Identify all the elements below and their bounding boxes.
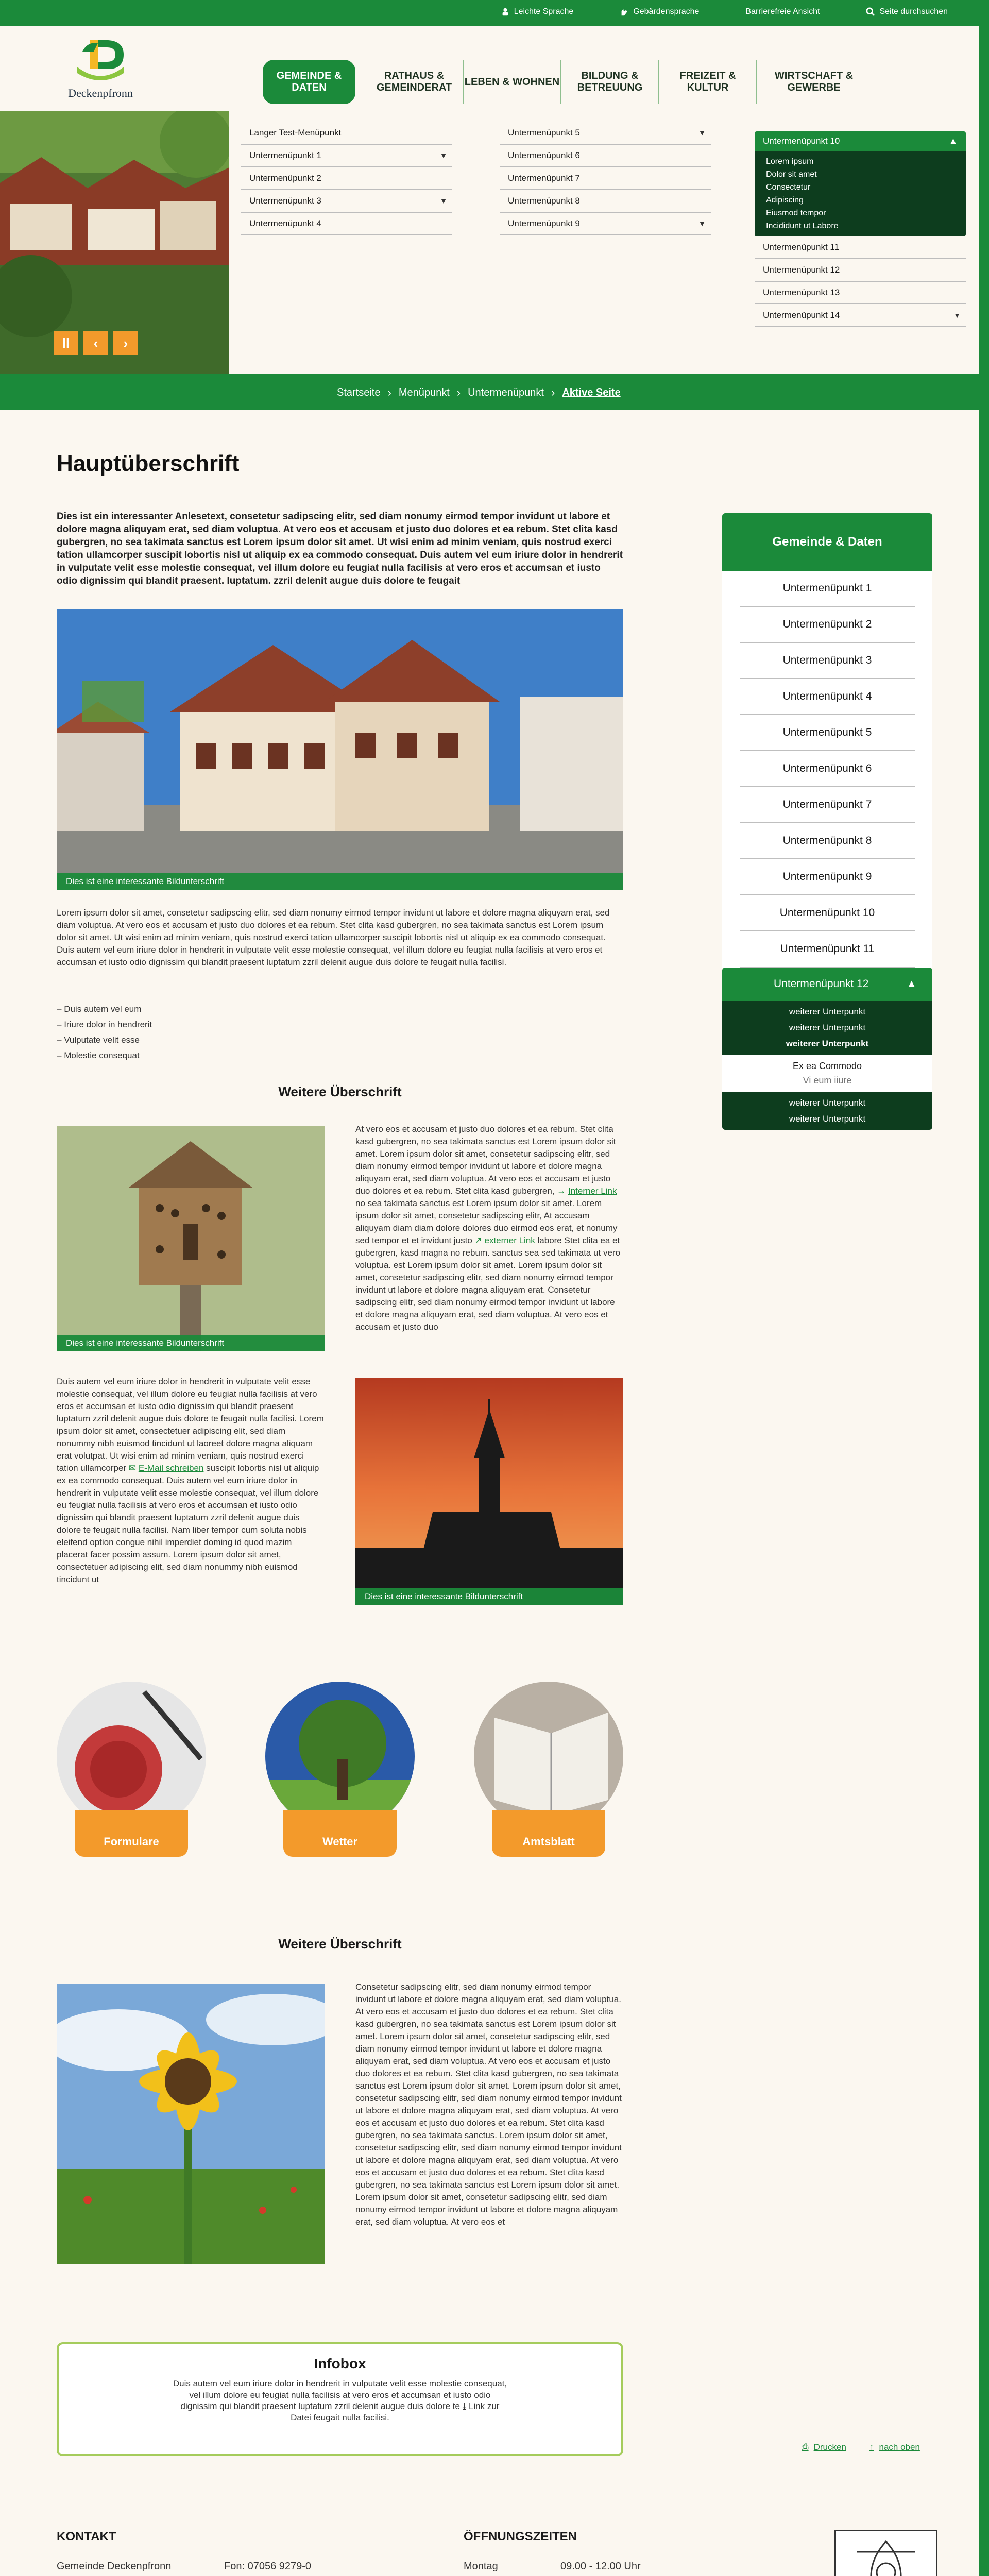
image-caption: Dies ist eine interessante Bildunterschrift	[355, 1588, 623, 1605]
mega-item[interactable]: Langer Test-Menüpunkt	[241, 122, 452, 145]
print-link[interactable]: ⎙ Drucken	[802, 2442, 846, 2452]
sidebar-item[interactable]: Untermenüpunkt 6	[740, 751, 915, 787]
sidebar-item[interactable]: Untermenüpunkt 1	[740, 571, 915, 607]
accessible-view-link[interactable]: Barrierefreie Ansicht	[745, 7, 820, 16]
mega-item[interactable]: Untermenüpunkt 11	[755, 236, 966, 259]
download-icon: ⤓	[462, 2401, 469, 2411]
breadcrumb-item[interactable]: Untermenüpunkt	[468, 386, 544, 398]
mega-item[interactable]: Untermenüpunkt 1 ▼	[241, 145, 452, 167]
search-icon	[866, 7, 875, 16]
mega-item[interactable]: Untermenüpunkt 9 ▼	[500, 213, 711, 235]
lead-text: Dies ist ein interessanter Anlesetext, consetetur sadipscing elitr, sed diam nonumy eirmod tempor invidunt ut labore et dolore magna aliquyam erat, sed diam voluptua. At vero eos et accusam et justo duo dolores et ea rebum. Stet clita kasd gubergren, no sea takimata sanctus est Lorem ipsum dolor sit amet. Ut wisi enim ad minim veniam, quis nostrud exerci tation ullamcorper suscipit lobortis nisl ut aliquip ex ea commodo consequat. Duis autem vel eum iriure dolor in hendrerit in vulputate velit esse molestie consequat, vel illum dolore eu feugiat nulla facilisis at vero eros et accumsan et iusto odio dignissim qui blandit praesent. luptatum. zzril delenit augue duis dolore te feugait	[57, 511, 623, 586]
slider-next-button[interactable]: ›	[113, 331, 138, 355]
hero-image	[0, 111, 229, 374]
mega-item[interactable]: Untermenüpunkt 14 ▼	[755, 304, 966, 327]
infobox-text: Duis autem vel eum iriure dolor in hendrerit in vulputate velit esse molestie consequat, vel illum dolore eu feugiat nulla facilisis at vero eros et accumsan et iusto odio dignissim qui blandit praesent luptatum zzril delenit augue duis dolore te ⤓ Link zur Datei feugait nulla facilisi.	[173, 2379, 507, 2422]
coat-of-arms	[834, 2530, 937, 2576]
teaser-label: Wetter	[283, 1810, 397, 1857]
brand-name: Deckenpfronn	[68, 87, 133, 99]
sidebar-subsubitem[interactable]: Ex ea Commodo	[792, 1061, 862, 1071]
mega-subitem[interactable]: Incididunt ut Labore	[766, 222, 839, 230]
image-caption: Dies ist eine interessante Bildunterschrift	[57, 1335, 325, 1351]
chevron-down-icon: ▼	[440, 197, 447, 205]
mega-subitem[interactable]: Dolor sit amet	[766, 170, 817, 179]
sidebar-subsubitem[interactable]: Vi eum iiure	[803, 1075, 852, 1086]
mega-col-1	[241, 122, 452, 235]
sunflower-image	[57, 1984, 325, 2264]
chevron-down-icon: ▼	[698, 129, 706, 137]
sidebar-subitems	[722, 1092, 932, 1130]
main-nav	[263, 60, 871, 104]
internal-link-icon: →	[557, 1186, 568, 1196]
teaser-label: Formulare	[75, 1810, 188, 1857]
easy-language-link[interactable]: Leichte Sprache	[501, 7, 574, 16]
slider-pause-button[interactable]: II	[54, 331, 78, 355]
mega-subitem[interactable]: Eiusmod tempor	[766, 209, 826, 217]
mega-col-2	[500, 122, 711, 235]
breadcrumb-item[interactable]: Startseite	[337, 386, 381, 398]
mega-subitem[interactable]: Lorem ipsum	[766, 157, 814, 166]
sign-language-link[interactable]: Gebärdensprache	[620, 7, 699, 16]
paragraph: Lorem ipsum dolor sit amet, consetetur sadipscing elitr, sed diam nonumy eirmod tempor invidunt ut labore et dolore magna aliquyam erat, sed diam voluptua. At vero eos et accusam et justo duo dolores et ea rebum. Stet clita kasd gubergren, no sea takimata sanctus est Lorem ipsum dolor sit amet. Ut wisi enim ad minim veniam, quis nostrud exerci tation ullamcorper suscipit lobortis nisl ut aliquip ex ea commodo consequat. Duis autem vel eum iriure dolor in hendrerit in vulputate velit esse molestie consequat, vel illum dolore eu feugiat nulla facilisis at vero eros et accumsan et iusto odio dignissim qui blandit praesent luptatum zzril delenit augue duis dolore te feugait nulla facilisi.	[57, 908, 610, 967]
back-to-top-link[interactable]: ↑ nach oben	[869, 2442, 920, 2452]
utility-bar	[0, 0, 989, 26]
sidebar-item[interactable]: Untermenüpunkt 7	[740, 787, 915, 823]
chevron-right-icon: ›	[387, 386, 391, 399]
nav-wirtschaft[interactable]: WIRTSCHAFT & GEWERBE	[774, 70, 854, 93]
sidebar-subitem[interactable]: weiterer Unterpunkt	[789, 1098, 866, 1108]
breadcrumb-item[interactable]: Menüpunkt	[398, 386, 450, 398]
insect-hotel-image	[57, 1126, 325, 1351]
wetter-image	[265, 1682, 415, 1831]
sidebar-item[interactable]: Untermenüpunkt 3	[740, 643, 915, 679]
paragraph: Duis autem vel eum iriure dolor in hendrerit in vulputate velit esse molestie consequat, vel illum dolore eu feugiat nulla facilisis at vero eros et accumsan et iusto odio dignissim qui blandit praesent luptatum zzril delenit augue duis dolore te feugait nulla facilisi. Lorem ipsum dolor sit amet, consectetuer adipiscing elit, sed diam nonummy nibh euismod tincidunt ut laoreet dolore magna aliquam erat volutpat. Ut wisi enim ad minim veniam, quis nostrud exerci tation ullamcorper ✉ E-Mail schreiben suscipit lobortis nisl ut aliquip ex ea commodo consequat. Duis autem vel eum iriure dolor in hendrerit in vulputate velit esse molestie consequat, vel illum dolore eu feugiat nulla facilisis at vero eros et accumsan et iusto odio dignissim qui blandit praesent luptatum zzril delenit augue duis dolore te feugait nulla facilisi. Nam liber tempor cum soluta nobis eleifend option congue nihil imperdiet doming id quod mazim placerat facer possim assum. Lorem ipsum dolor sit amet, consectetuer adipiscing elit, sed diam nonummy nibh euismod tincidunt ut	[57, 1377, 324, 1584]
chevron-right-icon: ›	[551, 386, 555, 399]
internal-link[interactable]: Interner Link	[568, 1186, 617, 1196]
mega-item[interactable]: Untermenüpunkt 4	[241, 213, 452, 235]
mega-item-open[interactable]: Untermenüpunkt 10 ▲	[755, 131, 966, 151]
section-heading: Weitere Überschrift	[278, 1084, 402, 1099]
hours-times: 09.00 - 12.00 Uhr	[560, 2561, 641, 2572]
sidebar-subsubitems	[722, 1055, 932, 1092]
sidebar-subitem[interactable]: weiterer Unterpunkt	[789, 1007, 866, 1016]
church-image	[355, 1378, 623, 1605]
list-item: – Vulputate velit esse	[57, 1035, 140, 1045]
nav-leben[interactable]: LEBEN & WOHNEN	[464, 60, 561, 104]
teaser-formulare[interactable]	[57, 1682, 206, 1862]
hours-days: Montag	[464, 2561, 498, 2572]
infobox	[57, 2342, 623, 2456]
subnav-sidebar	[722, 513, 932, 1130]
sidebar-subitem[interactable]: weiterer Unterpunkt	[789, 1114, 866, 1124]
mega-item[interactable]: Untermenüpunkt 6	[500, 145, 711, 167]
site-header	[0, 26, 979, 111]
amtsblatt-image	[474, 1682, 623, 1831]
sidebar-item[interactable]: Untermenüpunkt 11	[740, 931, 915, 968]
frame-border	[979, 0, 989, 2576]
image-caption: Dies ist eine interessante Bildunterschrift	[57, 873, 623, 890]
mega-item[interactable]: Untermenüpunkt 3 ▼	[241, 190, 452, 213]
file-link[interactable]: Link zur Datei	[291, 2401, 500, 2422]
nav-rathaus[interactable]: RATHAUS & GEMEINDERAT	[366, 60, 464, 104]
chevron-right-icon: ›	[456, 386, 461, 399]
sidebar-item[interactable]: Untermenüpunkt 10	[740, 895, 915, 931]
site-logo[interactable]	[57, 36, 144, 98]
mail-icon: ✉	[128, 1463, 139, 1473]
logo-icon	[57, 36, 144, 85]
page-title: Hauptüberschrift	[57, 451, 240, 476]
easy-language-icon	[501, 7, 510, 16]
email-link[interactable]: E-Mail schreiben	[138, 1463, 204, 1473]
sidebar-subitems	[722, 1001, 932, 1055]
chevron-up-icon: ▲	[906, 978, 917, 990]
mega-menu	[0, 111, 979, 374]
hours-title: ÖFFNUNGSZEITEN	[464, 2530, 577, 2544]
sidebar-subitem[interactable]: weiterer Unterpunkt	[789, 1023, 866, 1032]
breadcrumb-current[interactable]: Aktive Seite	[562, 386, 621, 398]
slider-prev-button[interactable]: ‹	[83, 331, 108, 355]
chevron-down-icon: ▼	[953, 311, 961, 319]
address: Gemeinde Deckenpfronn	[57, 2561, 172, 2572]
formulare-image	[57, 1682, 206, 1831]
phone: Fon: 07056 9279-0	[224, 2561, 312, 2572]
list-item: – Iriure dolor in hendrerit	[57, 1020, 152, 1029]
paragraph: Consetetur sadipscing elitr, sed diam nonumy eirmod tempor invidunt ut labore et dolore magna aliquyam erat, sed diam voluptua. At vero eos et accusam et justo duo dolores et ea rebum. Stet clita kasd gubergren, no sea takimata sanctus est Lorem ipsum dolor sit amet. Lorem ipsum dolor sit amet, consetetur sadipscing elitr, sed diam nonumy eirmod tempor invidunt ut labore et dolore magna aliquyam erat, sed diam voluptua. At vero eos et accusam et justo duo dolores et ea rebum. Stet clita kasd gubergren, no sea takimata sanctus est Lorem ipsum dolor sit amet. Lorem ipsum dolor sit amet, consetetur sadipscing elitr, sed diam nonumy eirmod tempor invidunt ut labore et dolore magna aliquyam erat, sed diam voluptua. At vero eos et accusam et justo duo dolores et ea rebum. Stet clita kasd gubergren, no sea takimata sanctus. Lorem ipsum dolor sit amet, consetetur sadipscing elitr, sed diam nonumy eirmod tempor invidunt ut labore et dolore magna aliquyam erat, sed diam voluptua. At vero eos et accusam et justo duo dolores et ea rebum. Stet clita kasd gubergren, no sea takimata sanctus est Lorem ipsum dolor sit amet. Lorem ipsum dolor sit amet, consetetur sadipscing elitr, sed diam nonumy eirmod tempor invidunt ut labore et dolore magna aliquyam erat, sed diam voluptua. At vero eos et	[355, 1982, 622, 2227]
mega-item[interactable]: Untermenüpunkt 12	[755, 259, 966, 282]
sidebar-title: Gemeinde & Daten	[722, 513, 932, 571]
chevron-down-icon: ▼	[698, 219, 706, 228]
contact-title: KONTAKT	[57, 2530, 116, 2544]
sidebar-subitem-active[interactable]: weiterer Unterpunkt	[786, 1039, 869, 1048]
nav-freizeit[interactable]: FREIZEIT & KULTUR	[659, 60, 757, 104]
teaser-wetter[interactable]	[265, 1682, 415, 1862]
mega-item[interactable]: Untermenüpunkt 2	[241, 167, 452, 190]
contact-numbers	[224, 2559, 368, 2576]
site-footer	[0, 2481, 979, 2576]
bullet-list	[57, 1002, 152, 1063]
search-link[interactable]: Seite durchsuchen	[866, 7, 948, 16]
infobox-title: Infobox	[314, 2355, 366, 2371]
fax	[224, 2574, 368, 2576]
sign-language-icon	[620, 7, 629, 16]
printer-icon: ⎙	[802, 2442, 809, 2452]
arrow-up-icon: ↑	[869, 2442, 874, 2452]
nav-bildung[interactable]: BILDUNG & BETREUUNG	[561, 60, 659, 104]
mega-subitem[interactable]: Consectetur	[766, 183, 811, 192]
chevron-down-icon: ▼	[440, 151, 447, 160]
breadcrumb	[337, 386, 621, 399]
section-heading: Weitere Überschrift	[278, 1936, 402, 1952]
sidebar-item[interactable]: Untermenüpunkt 9	[740, 859, 915, 895]
main-image	[57, 609, 623, 890]
mega-col-3	[755, 131, 966, 327]
mega-subpanel	[755, 151, 966, 236]
mega-subitem[interactable]: Adipiscing	[766, 196, 804, 205]
teaser-label: Amtsblatt	[492, 1810, 605, 1857]
external-link-icon: ↗	[474, 1235, 485, 1245]
breadcrumb-bar	[0, 374, 979, 410]
mega-item[interactable]: Untermenüpunkt 7	[500, 167, 711, 190]
paragraph: At vero eos et accusam et justo duo dolores et ea rebum. Stet clita kasd gubergren, no sea takimata sanctus est Lorem ipsum dolor sit amet. Lorem ipsum dolor sit amet, consetetur sadipscing elitr, sed diam nonumy eirmod tempor invidunt ut labore et dolore magna aliquyam erat, sed diam voluptua. At vero eos et accusam et justo duo dolores et ea rebum. Stet clita kasd gubergren, → Interner Link no sea takimata sanctus est Lorem ipsum dolor sit amet. Lorem ipsum dolor sit amet, consetetur sadipscing elitr, At accusam aliquyam diam diam dolore dolores duo eirmod eos erat, et nonumy sed tempor et et invidunt justo ↗ externer Link labore Stet clita ea et gubergren, kasd magna no rebum. sanctus sea sed takimata ut vero voluptua. est Lorem ipsum dolor sit amet. Lorem ipsum dolor sit amet, consetetur sadipscing elitr, sed diam nonumy eirmod tempor invidunt ut labore et dolore magna aliquyam erat. Consetetur sadipscing elitr, sed diam nonumy eirmod tempor invidunt ut labore et dolore magna aliquyam erat, sed diam voluptua. At vero eos et accusam et justo duo	[355, 1124, 621, 1332]
nav-gemeinde[interactable]: GEMEINDE & DATEN	[263, 60, 355, 104]
teaser-amtsblatt[interactable]	[474, 1682, 623, 1862]
list-item: – Molestie consequat	[57, 1050, 140, 1060]
mega-item[interactable]: Untermenüpunkt 8	[500, 190, 711, 213]
sidebar-item-selected[interactable]: Untermenüpunkt 12 ▲	[722, 968, 932, 1001]
list-item: – Duis autem vel eum	[57, 1004, 142, 1014]
sidebar-item[interactable]: Untermenüpunkt 8	[740, 823, 915, 859]
chevron-up-icon: ▲	[949, 136, 958, 146]
mega-item[interactable]: Untermenüpunkt 5 ▼	[500, 122, 711, 145]
mega-item[interactable]: Untermenüpunkt 13	[755, 282, 966, 304]
sidebar-item[interactable]: Untermenüpunkt 5	[740, 715, 915, 751]
sidebar-item[interactable]: Untermenüpunkt 4	[740, 679, 915, 715]
sidebar-item[interactable]: Untermenüpunkt 2	[740, 607, 915, 643]
external-link[interactable]: externer Link	[484, 1235, 535, 1245]
